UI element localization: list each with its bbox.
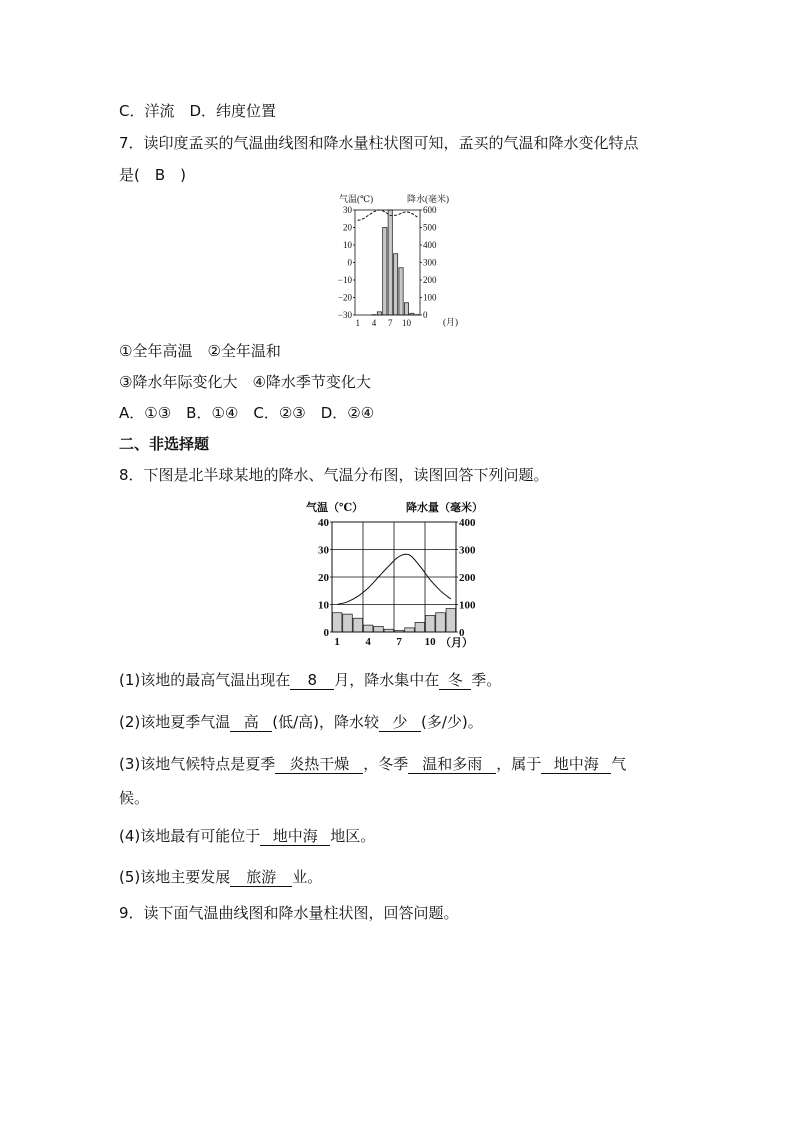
c1-precip-bar [383, 228, 387, 316]
c2-x-tick-label: 7 [396, 636, 402, 648]
chart1-x-unit: (月) [443, 317, 458, 327]
q7-stem-line2: 是( B ) [119, 166, 187, 184]
q6-options-continued: C．洋流 D．纬度位置 [119, 102, 277, 120]
c2-precip-tick-label: 200 [459, 571, 476, 584]
q9-stem: 9．读下面气温曲线图和降水量柱状图，回答问题。 [119, 904, 459, 922]
chart2-right-axis-label: 降水量（毫米） [406, 502, 483, 514]
c1-precip-bar [399, 268, 403, 315]
c2-precip-bar [353, 618, 363, 632]
c2-temp-tick-label: 40 [318, 516, 329, 529]
c2-precip-bar [446, 609, 456, 632]
c2-precip-tick-label: 400 [459, 516, 476, 529]
c2-temp-tick-label: 10 [318, 599, 329, 612]
c2-precip-bar [332, 613, 342, 632]
c2-x-tick-label: 1 [334, 636, 340, 648]
c2-precip-bar [415, 622, 425, 632]
chart2-left-axis-label: 气温（℃） [306, 502, 364, 514]
c2-precip-bar [343, 614, 353, 632]
q8-part1: (1)该地的最高气温出现在 8 月，降水集中在 冬 季。 [119, 671, 502, 689]
c1-temp-tick-label: −20 [337, 292, 352, 303]
c2-x-tick-label: 4 [365, 636, 371, 648]
q7-options-line2: ③降水年际变化大 ④降水季节变化大 [119, 373, 371, 391]
chart1-frame [355, 210, 420, 315]
c1-precip-tick-label: 200 [423, 275, 437, 286]
c1-temp-tick-label: 20 [343, 222, 352, 233]
c2-precip-bar [425, 616, 435, 633]
c1-precip-bar [377, 312, 381, 315]
c2-temp-tick-label: 30 [318, 544, 329, 557]
chart1-right-axis-label: 降水(毫米) [407, 194, 449, 204]
section-title: 二、非选择题 [119, 435, 210, 453]
q8-part1-answer2: 冬 [439, 671, 471, 690]
q8-part4: (4)该地最有可能位于 地中海 地区。 [119, 827, 376, 845]
c1-temp-tick-label: 10 [343, 240, 352, 251]
q8-part3-continued: 候。 [119, 789, 150, 807]
q7-answer: B [154, 166, 166, 184]
c2-temp-tick-label: 0 [323, 626, 329, 639]
c2-x-tick-label: 10 [424, 636, 436, 648]
q7-options-line1: ①全年高温 ②全年温和 [119, 342, 281, 360]
c2-precip-bar [436, 613, 446, 632]
q8-part3: (3)该地气候特点是夏季 炎热干燥 ，冬季 温和多雨 ，属于 地中海 气 [119, 755, 627, 773]
c1-precip-bar [404, 303, 408, 315]
q8-part2-answer2: 少 [379, 713, 421, 732]
c2-precip-tick-label: 100 [459, 599, 476, 612]
q8-part3-answer1: 炎热干燥 [275, 755, 363, 774]
c1-temp-tick-label: −30 [337, 310, 352, 321]
c2-precip-bar [363, 625, 373, 632]
chart1-temperature-curve [358, 210, 418, 221]
q8-stem: 8．下图是北半球某地的降水、气温分布图，读图回答下列问题。 [119, 466, 549, 484]
c1-x-tick-label: 4 [371, 318, 377, 328]
q8-part3-answer3: 地中海 [541, 755, 611, 774]
c1-precip-tick-label: 400 [423, 240, 437, 251]
q7-choices: A．①③ B．①④ C．②③ D．②④ [119, 404, 375, 422]
c1-temp-tick-label: 30 [343, 205, 352, 216]
chart1-left-axis-label: 气温(℃) [339, 194, 374, 204]
c1-precip-tick-label: 500 [423, 222, 437, 233]
c1-precip-bar [394, 254, 398, 315]
c1-precip-bar [388, 210, 392, 315]
q8-part1-answer1: 8 [290, 671, 334, 690]
c1-temp-tick-label: −10 [337, 275, 352, 286]
c2-precip-bar [405, 628, 415, 632]
c1-precip-tick-label: 0 [423, 310, 428, 321]
chart2-x-unit: （月） [440, 637, 473, 649]
q7-stem-line1: 7．读印度孟买的气温曲线图和降水量柱状图可知，孟买的气温和降水变化特点 [119, 134, 639, 152]
c1-precip-tick-label: 100 [423, 292, 437, 303]
q8-part5: (5)该地主要发展 旅游 业。 [119, 868, 323, 886]
c2-precip-tick-label: 300 [459, 544, 476, 557]
c1-precip-tick-label: 300 [423, 257, 437, 268]
q8-part4-answer: 地中海 [260, 827, 330, 846]
chart-mediterranean [300, 497, 500, 650]
q8-part5-answer: 旅游 [230, 868, 292, 887]
q8-part2: (2)该地夏季气温 高 (低/高)，降水较 少 (多/少)。 [119, 713, 483, 731]
c2-precip-tick-label: 0 [459, 626, 465, 639]
c2-precip-bar [374, 627, 384, 633]
c1-x-tick-label: 7 [387, 318, 393, 328]
chart-mumbai [335, 192, 460, 328]
c1-precip-tick-label: 600 [423, 205, 437, 216]
c1-temp-tick-label: 0 [347, 257, 352, 268]
c1-x-tick-label: 10 [401, 318, 411, 328]
q8-part3-answer2: 温和多雨 [408, 755, 496, 774]
q8-part2-answer1: 高 [230, 713, 272, 732]
c1-x-tick-label: 1 [355, 318, 360, 328]
c2-temp-tick-label: 20 [318, 571, 329, 584]
